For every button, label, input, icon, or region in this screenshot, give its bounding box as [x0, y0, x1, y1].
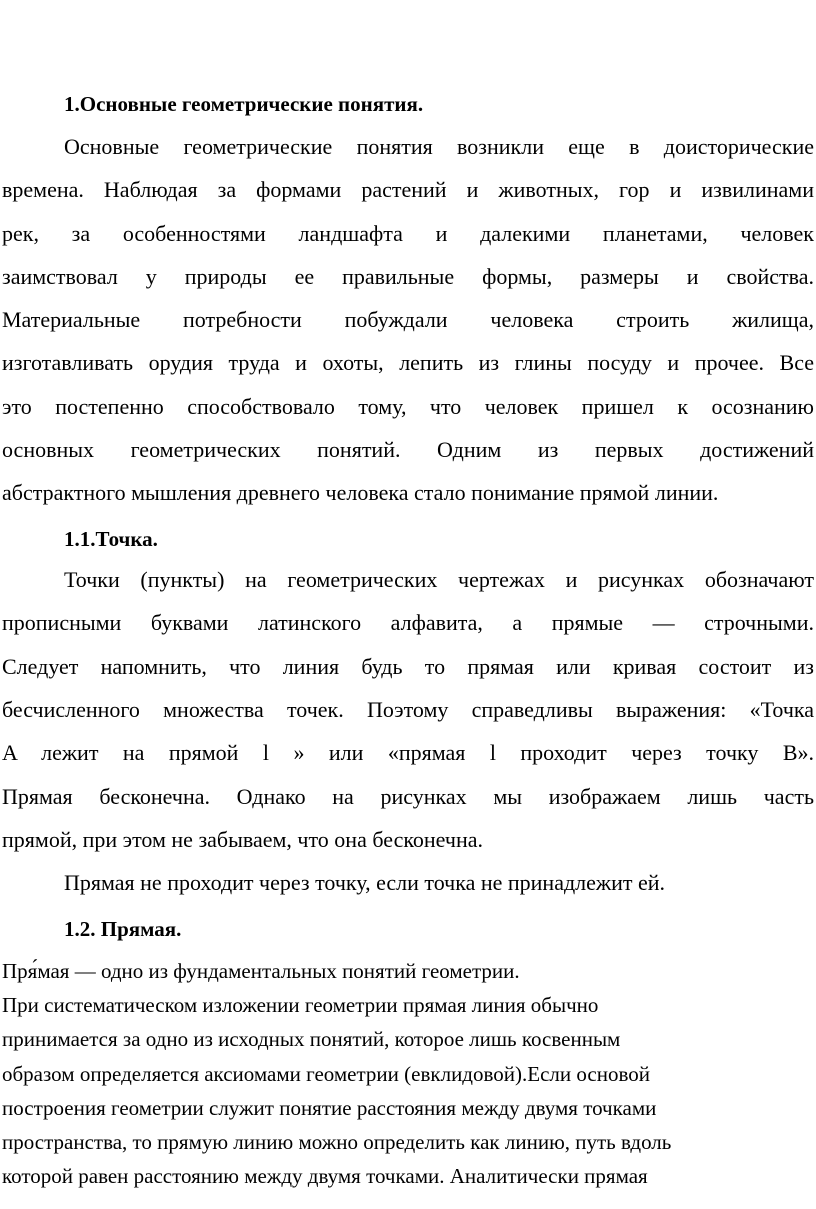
paragraph-line: рек, за особенностями ландшафта и далекими планетами, человек — [2, 221, 814, 246]
paragraph-line: прямой, при этом не забываем, что она бесконечна. — [2, 827, 483, 852]
paragraph-line: Материальные потребности побуждали человека строить жилища, — [2, 307, 814, 332]
paragraph-line: При систематическом изложении геометрии прямая линия обычно — [2, 993, 599, 1017]
paragraph-line: изготавливать орудия труда и охоты, лепить из глины посуду и прочее. Все — [2, 350, 814, 375]
paragraph-line: основных геометрических понятий. Одним из первых достижений — [2, 437, 814, 462]
paragraph-line: времена. Наблюдая за формами растений и животных, гор и извилинами — [2, 177, 814, 202]
paragraph-line: заимствовал у природы ее правильные формы, размеры и свойства. — [2, 264, 814, 289]
paragraph-line: принимается за одно из исходных понятий, которое лишь косвенным — [2, 1027, 621, 1051]
paragraph-line: Основные геометрические понятия возникли еще в доисторические — [64, 134, 814, 159]
paragraph-line: которой равен расстоянию между двумя точками. Аналитически прямая — [2, 1164, 648, 1188]
paragraph-line: A лежит на прямой l » или «прямая l проходит через точку B». — [2, 740, 814, 765]
section-heading-point: 1.1.Точка. — [64, 527, 158, 551]
paragraph-line: Прямая бесконечна. Однако на рисунках мы изображаем лишь часть — [2, 784, 814, 809]
paragraph-line: Прямая не проходит через точку, если точка не принадлежит ей. — [64, 870, 666, 895]
paragraph-line: Следует напомнить, что линия будь то прямая или кривая состоит из — [2, 654, 814, 679]
paragraph-line: абстрактного мышления древнего человека стало понимание прямой линии. — [2, 480, 719, 505]
section-heading-line: 1.2. Прямая. — [64, 917, 182, 941]
paragraph-line: построения геометрии служит понятие расстояния между двумя точками — [2, 1096, 657, 1120]
paragraph-line: пространства, то прямую линию можно определить как линию, путь вдоль — [2, 1130, 672, 1154]
paragraph-line: это постепенно способствовало тому, что человек пришел к осознанию — [2, 394, 814, 419]
section-heading-basic-concepts: 1.Основные геометрические понятия. — [64, 92, 424, 116]
paragraph-line: Точки (пункты) на геометрических чертежах и рисунках обозначают — [64, 567, 814, 592]
paragraph-line: образом определяется аксиомами геометрии (евклидовой).Если основой — [2, 1062, 650, 1086]
paragraph-line: прописными буквами латинского алфавита, а прямые — строчными. — [2, 610, 814, 635]
paragraph-line: бесчисленного множества точек. Поэтому справедливы выражения: «Точка — [2, 697, 814, 722]
paragraph-line: Пря́мая — одно из фундаментальных понятий геометрии. — [2, 959, 520, 983]
